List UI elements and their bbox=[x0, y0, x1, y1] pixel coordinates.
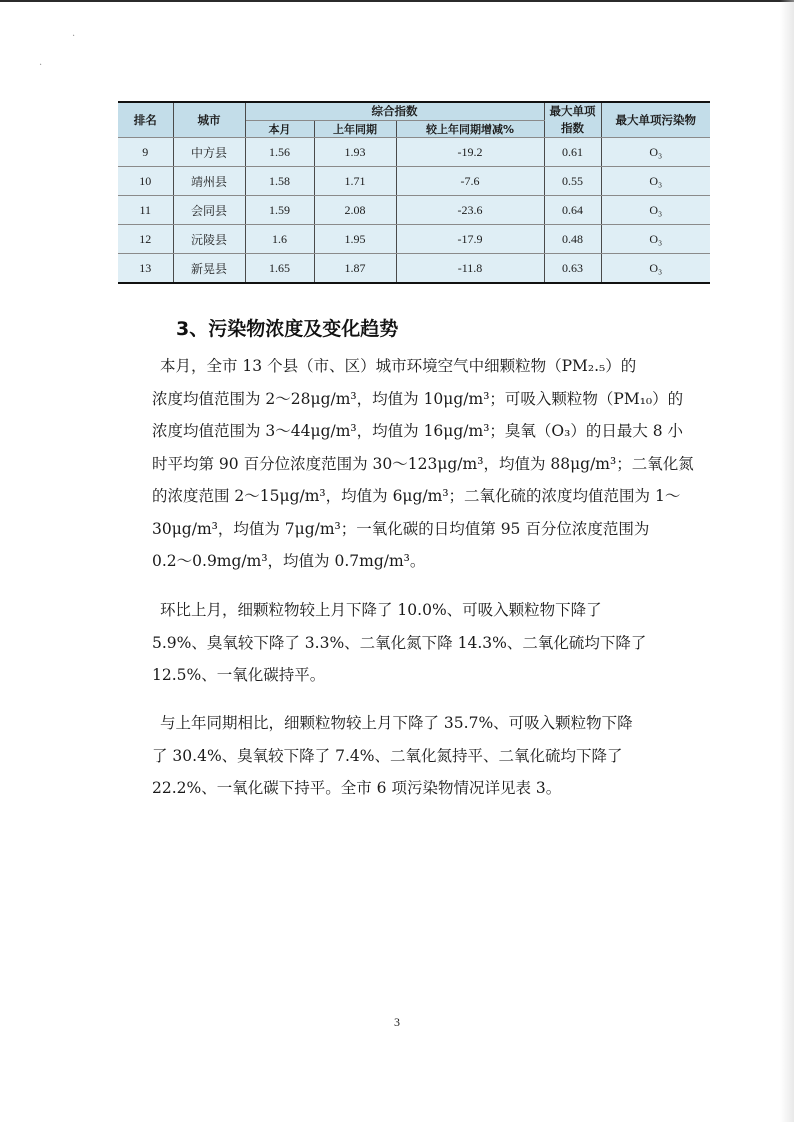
header-max-single-index: 最大单项指数 bbox=[544, 102, 601, 138]
paragraph-line: 环比上月，细颗粒物较上月下降了 10.0%、可吸入颗粒物下降了 bbox=[160, 601, 602, 619]
paragraph-line: 了 30.4%、臭氧较下降了 7.4%、二氧化氮持平、二氧化硫均下降了 bbox=[152, 746, 623, 765]
cell-this-month: 1.59 bbox=[245, 196, 314, 225]
cell-change: -23.6 bbox=[396, 196, 544, 225]
cell-last-year: 2.08 bbox=[314, 196, 396, 225]
cell-max-index: 0.61 bbox=[544, 138, 601, 167]
paragraph-year-over-year bbox=[152, 707, 708, 805]
cell-pollutant: O₃ bbox=[601, 254, 710, 284]
section-heading: 3、污染物浓度及变化趋势 bbox=[176, 318, 399, 340]
cell-pollutant: O₃ bbox=[601, 196, 710, 225]
ranking-table bbox=[118, 101, 710, 284]
paragraph-concentrations bbox=[152, 350, 708, 578]
table-row bbox=[118, 196, 710, 225]
cell-max-index: 0.48 bbox=[544, 225, 601, 254]
paragraph-line: 浓度均值范围为 3～44μg/m³，均值为 16μg/m³；臭氧（O₃）的日最大 8 小 bbox=[152, 422, 684, 440]
paragraph-line: 30μg/m³，均值为 7μg/m³；一氧化碳的日均值第 95 百分位浓度范围为 bbox=[152, 519, 650, 538]
header-composite-index: 综合指数 bbox=[245, 102, 544, 120]
paragraph-line: 22.2%、一氧化碳下持平。全市 6 项污染物情况详见表 3。 bbox=[152, 779, 562, 797]
cell-this-month: 1.56 bbox=[245, 138, 314, 167]
cell-last-year: 1.71 bbox=[314, 167, 396, 196]
cell-rank: 9 bbox=[118, 138, 173, 167]
paragraph-month-over-month bbox=[152, 594, 708, 692]
header-rank: 排名 bbox=[118, 102, 173, 138]
cell-city: 新晃县 bbox=[173, 254, 245, 284]
paragraph-line: 与上年同期相比，细颗粒物较上月下降了 35.7%、可吸入颗粒物下降 bbox=[160, 714, 633, 732]
header-change-percent: 较上年同期增减% bbox=[396, 120, 544, 138]
paragraph-line: 浓度均值范围为 2～28μg/m³，均值为 10μg/m³；可吸入颗粒物（PM₁₀）的 bbox=[152, 389, 684, 408]
scan-edge-shadow bbox=[780, 0, 794, 1122]
cell-pollutant: O₃ bbox=[601, 138, 710, 167]
table-row bbox=[118, 254, 710, 284]
cell-max-index: 0.55 bbox=[544, 167, 601, 196]
cell-pollutant: O₃ bbox=[601, 225, 710, 254]
cell-last-year: 1.87 bbox=[314, 254, 396, 284]
paragraph-line: 时平均第 90 百分位浓度范围为 30～123μg/m³，均值为 88μg/m³；二氧化氮 bbox=[152, 454, 694, 473]
cell-change: -11.8 bbox=[396, 254, 544, 284]
header-city: 城市 bbox=[173, 102, 245, 138]
cell-rank: 11 bbox=[118, 196, 173, 225]
cell-rank: 10 bbox=[118, 167, 173, 196]
page-top-edge bbox=[0, 0, 794, 2]
cell-max-index: 0.64 bbox=[544, 196, 601, 225]
header-this-month: 本月 bbox=[245, 120, 314, 138]
cell-change: -7.6 bbox=[396, 167, 544, 196]
cell-city: 靖州县 bbox=[173, 167, 245, 196]
page-number: 3 bbox=[394, 1015, 400, 1029]
cell-city: 中方县 bbox=[173, 138, 245, 167]
paragraph-line: 的浓度范围 2～15μg/m³，均值为 6μg/m³；二氧化硫的浓度均值范围为 1～ bbox=[152, 487, 681, 505]
cell-change: -17.9 bbox=[396, 225, 544, 254]
table-row bbox=[118, 138, 710, 167]
paragraph-line: 5.9%、臭氧较下降了 3.3%、二氧化氮下降 14.3%、二氧化硫均下降了 bbox=[152, 633, 647, 652]
cell-city: 沅陵县 bbox=[173, 225, 245, 254]
cell-this-month: 1.6 bbox=[245, 225, 314, 254]
header-last-year-same-period: 上年同期 bbox=[314, 120, 396, 138]
cell-city: 会同县 bbox=[173, 196, 245, 225]
paragraph-line: 0.2～0.9mg/m³，均值为 0.7mg/m³。 bbox=[152, 552, 426, 570]
header-max-single-pollutant: 最大单项污染物 bbox=[601, 102, 710, 138]
cell-max-index: 0.63 bbox=[544, 254, 601, 284]
scan-speck: · bbox=[72, 31, 76, 42]
cell-rank: 13 bbox=[118, 254, 173, 284]
cell-pollutant: O₃ bbox=[601, 167, 710, 196]
paragraph-line: 12.5%、一氧化碳持平。 bbox=[152, 666, 326, 684]
cell-last-year: 1.95 bbox=[314, 225, 396, 254]
table-row bbox=[118, 167, 710, 196]
cell-rank: 12 bbox=[118, 225, 173, 254]
cell-this-month: 1.65 bbox=[245, 254, 314, 284]
cell-change: -19.2 bbox=[396, 138, 544, 167]
paragraph-line: 本月，全市 13 个县（市、区）城市环境空气中细颗粒物（PM₂.₅）的 bbox=[160, 357, 637, 375]
table-row bbox=[118, 225, 710, 254]
cell-this-month: 1.58 bbox=[245, 167, 314, 196]
cell-last-year: 1.93 bbox=[314, 138, 396, 167]
table-header-row bbox=[118, 102, 710, 120]
scan-speck: · bbox=[39, 60, 43, 71]
